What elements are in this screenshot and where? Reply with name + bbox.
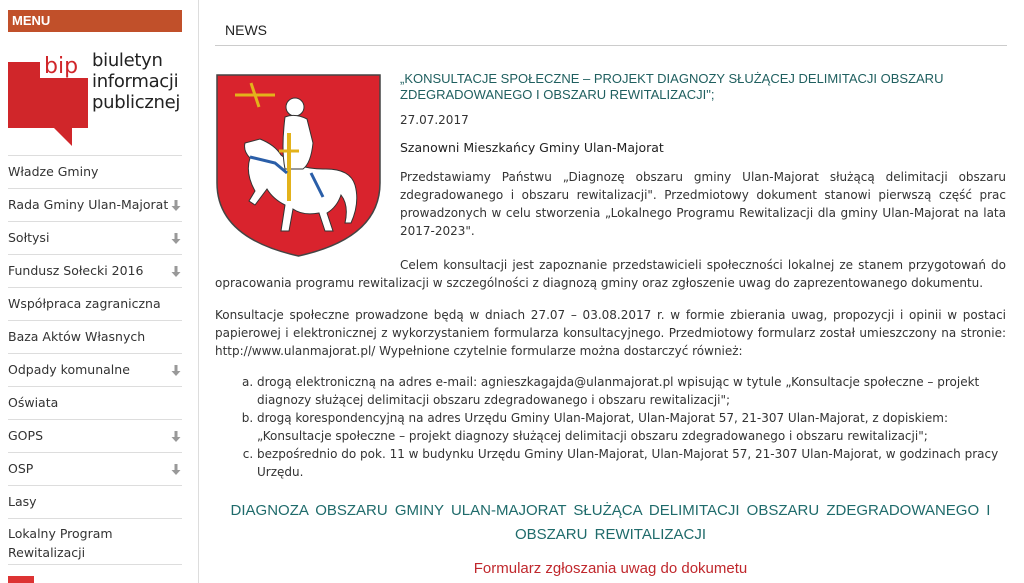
article-date: 27.07.2017 [400, 113, 469, 127]
bip-logo-text: biuletyn informacji publicznej [92, 50, 181, 113]
sidebar [0, 0, 199, 583]
sidebar-item-soltysi[interactable]: Sołtysi [8, 222, 182, 255]
sidebar-nav [8, 155, 182, 565]
sidebar-item-wspolpraca[interactable]: Współpraca zagraniczna [8, 288, 182, 321]
list-item: c. bezpośrednio do pok. 11 w budynku Urzędu Gminy Ulan-Majorat, Ulan-Majorat 57, 21-307 Ulan-Majorat, w godzinach pracy Urzędu. [257, 445, 1006, 481]
section-title: NEWS [215, 14, 1007, 46]
form-link[interactable]: Formularz zgłoszania uwag do dokumetu [473, 560, 748, 577]
article-greeting: Szanowni Mieszkańcy Gminy Ulan-Majorat [400, 140, 664, 155]
list-item: b. drogą korespondencyjną na adres Urzędu Gminy Ulan-Majorat, Ulan-Majorat 57, 21-307 Ulan-Majorat, z dopiskiem: „Konsultacje społeczne – projekt diagnozy służącej delimitacji obszaru zdegradowanego i obszaru rewitalizacji"; [257, 409, 1006, 445]
sidebar-item-gops[interactable]: GOPS [8, 420, 182, 453]
article-paragraph-2: Celem konsultacji jest zapoznanie przedstawicieli społeczności lokalnej ze stanem przygotowań do opracowania programu rewitalizacji w szczególności z diagnozą gminy oraz zgłoszenie uwag do zaprezentowanego dokumentu. [215, 258, 1006, 290]
sidebar-item-rada-gminy[interactable]: Rada Gminy Ulan-Majorat [8, 189, 182, 222]
sidebar-item-oswiata[interactable]: Oświata [8, 387, 182, 420]
diagnosis-heading: DIAGNOZA OBSZARU GMINY ULAN-MAJORAT SŁUŻĄCA DELIMITACJI OBSZARU ZDEGRADOWANEGO I OBSZARU REWITALIZACJI [230, 502, 991, 543]
bip-logo-link[interactable] [8, 48, 182, 148]
article-paragraph-3: Konsultacje społeczne prowadzone będą w dniach 27.07 – 03.08.2017 r. w formie zbierania uwag, propozycji i opinii w postaci papierowej i elektronicznej z wykorzystaniem formularza konsultacyjnego. Przedmiotowy formularz został umieszczony na stronie: http://www.ulanmajorat.pl/ Wypełnione czytelnie formularze można dostarczyć również: [215, 308, 1006, 358]
sidebar-item-lasy[interactable]: Lasy [8, 486, 182, 519]
sidebar-item-osp[interactable]: OSP [8, 453, 182, 486]
list-item: a. drogą elektroniczną na adres e-mail: agnieszkagajda@ulanmajorat.pl wpisując w tytule „Konsultacje społeczne – projekt diagnozy służącej delimitacji obszaru zdegradowanego i obszaru rewitalizacji"; [257, 373, 1006, 409]
sidebar-item-rewitalizacja[interactable]: Lokalny Program Rewitalizacji [8, 519, 182, 565]
sidebar-item-baza-aktow[interactable]: Baza Aktów Własnych [8, 321, 182, 354]
arrow-down-icon[interactable] [170, 233, 182, 245]
arrow-down-icon[interactable] [170, 200, 182, 212]
arrow-down-icon[interactable] [170, 464, 182, 476]
bip-letters: bip [44, 54, 79, 79]
arrow-down-icon[interactable] [170, 266, 182, 278]
article-title[interactable]: „KONSULTACJE SPOŁECZNE – PROJEKT DIAGNOZY SŁUŻĄCEJ DELIMITACJI OBSZARU ZDEGRADOWANEGO I OBSZARU REWITALIZACJI"; [400, 71, 944, 102]
article-paragraph-1: Przedstawiamy Państwu „Diagnozę obszaru gminy Ulan-Majorat służącą delimitacji obszaru zdegradowanego i obszaru rewitalizacji". Przedmiotowy dokument stanowi pierwszą część prac prowadzonych w celu stworzenia „Lokalnego Programu Rewitalizacji dla gminy Ulan-Majorat na lata 2017-2023". [400, 170, 1006, 238]
delivery-options-list [240, 373, 1006, 481]
sidebar-item-wladze-gminy[interactable]: Władze Gminy [8, 155, 182, 189]
coat-of-arms-icon [215, 73, 382, 258]
sidebar-item-odpady[interactable]: Odpady komunalne [8, 354, 182, 387]
menu-header: MENU [8, 10, 182, 32]
arrow-down-icon[interactable] [170, 431, 182, 443]
sidebar-item-partial[interactable] [8, 576, 34, 583]
bip-logo-icon [8, 48, 88, 148]
arrow-down-icon[interactable] [170, 365, 182, 377]
sidebar-item-fundusz-solecki[interactable]: Fundusz Sołecki 2016 [8, 255, 182, 288]
